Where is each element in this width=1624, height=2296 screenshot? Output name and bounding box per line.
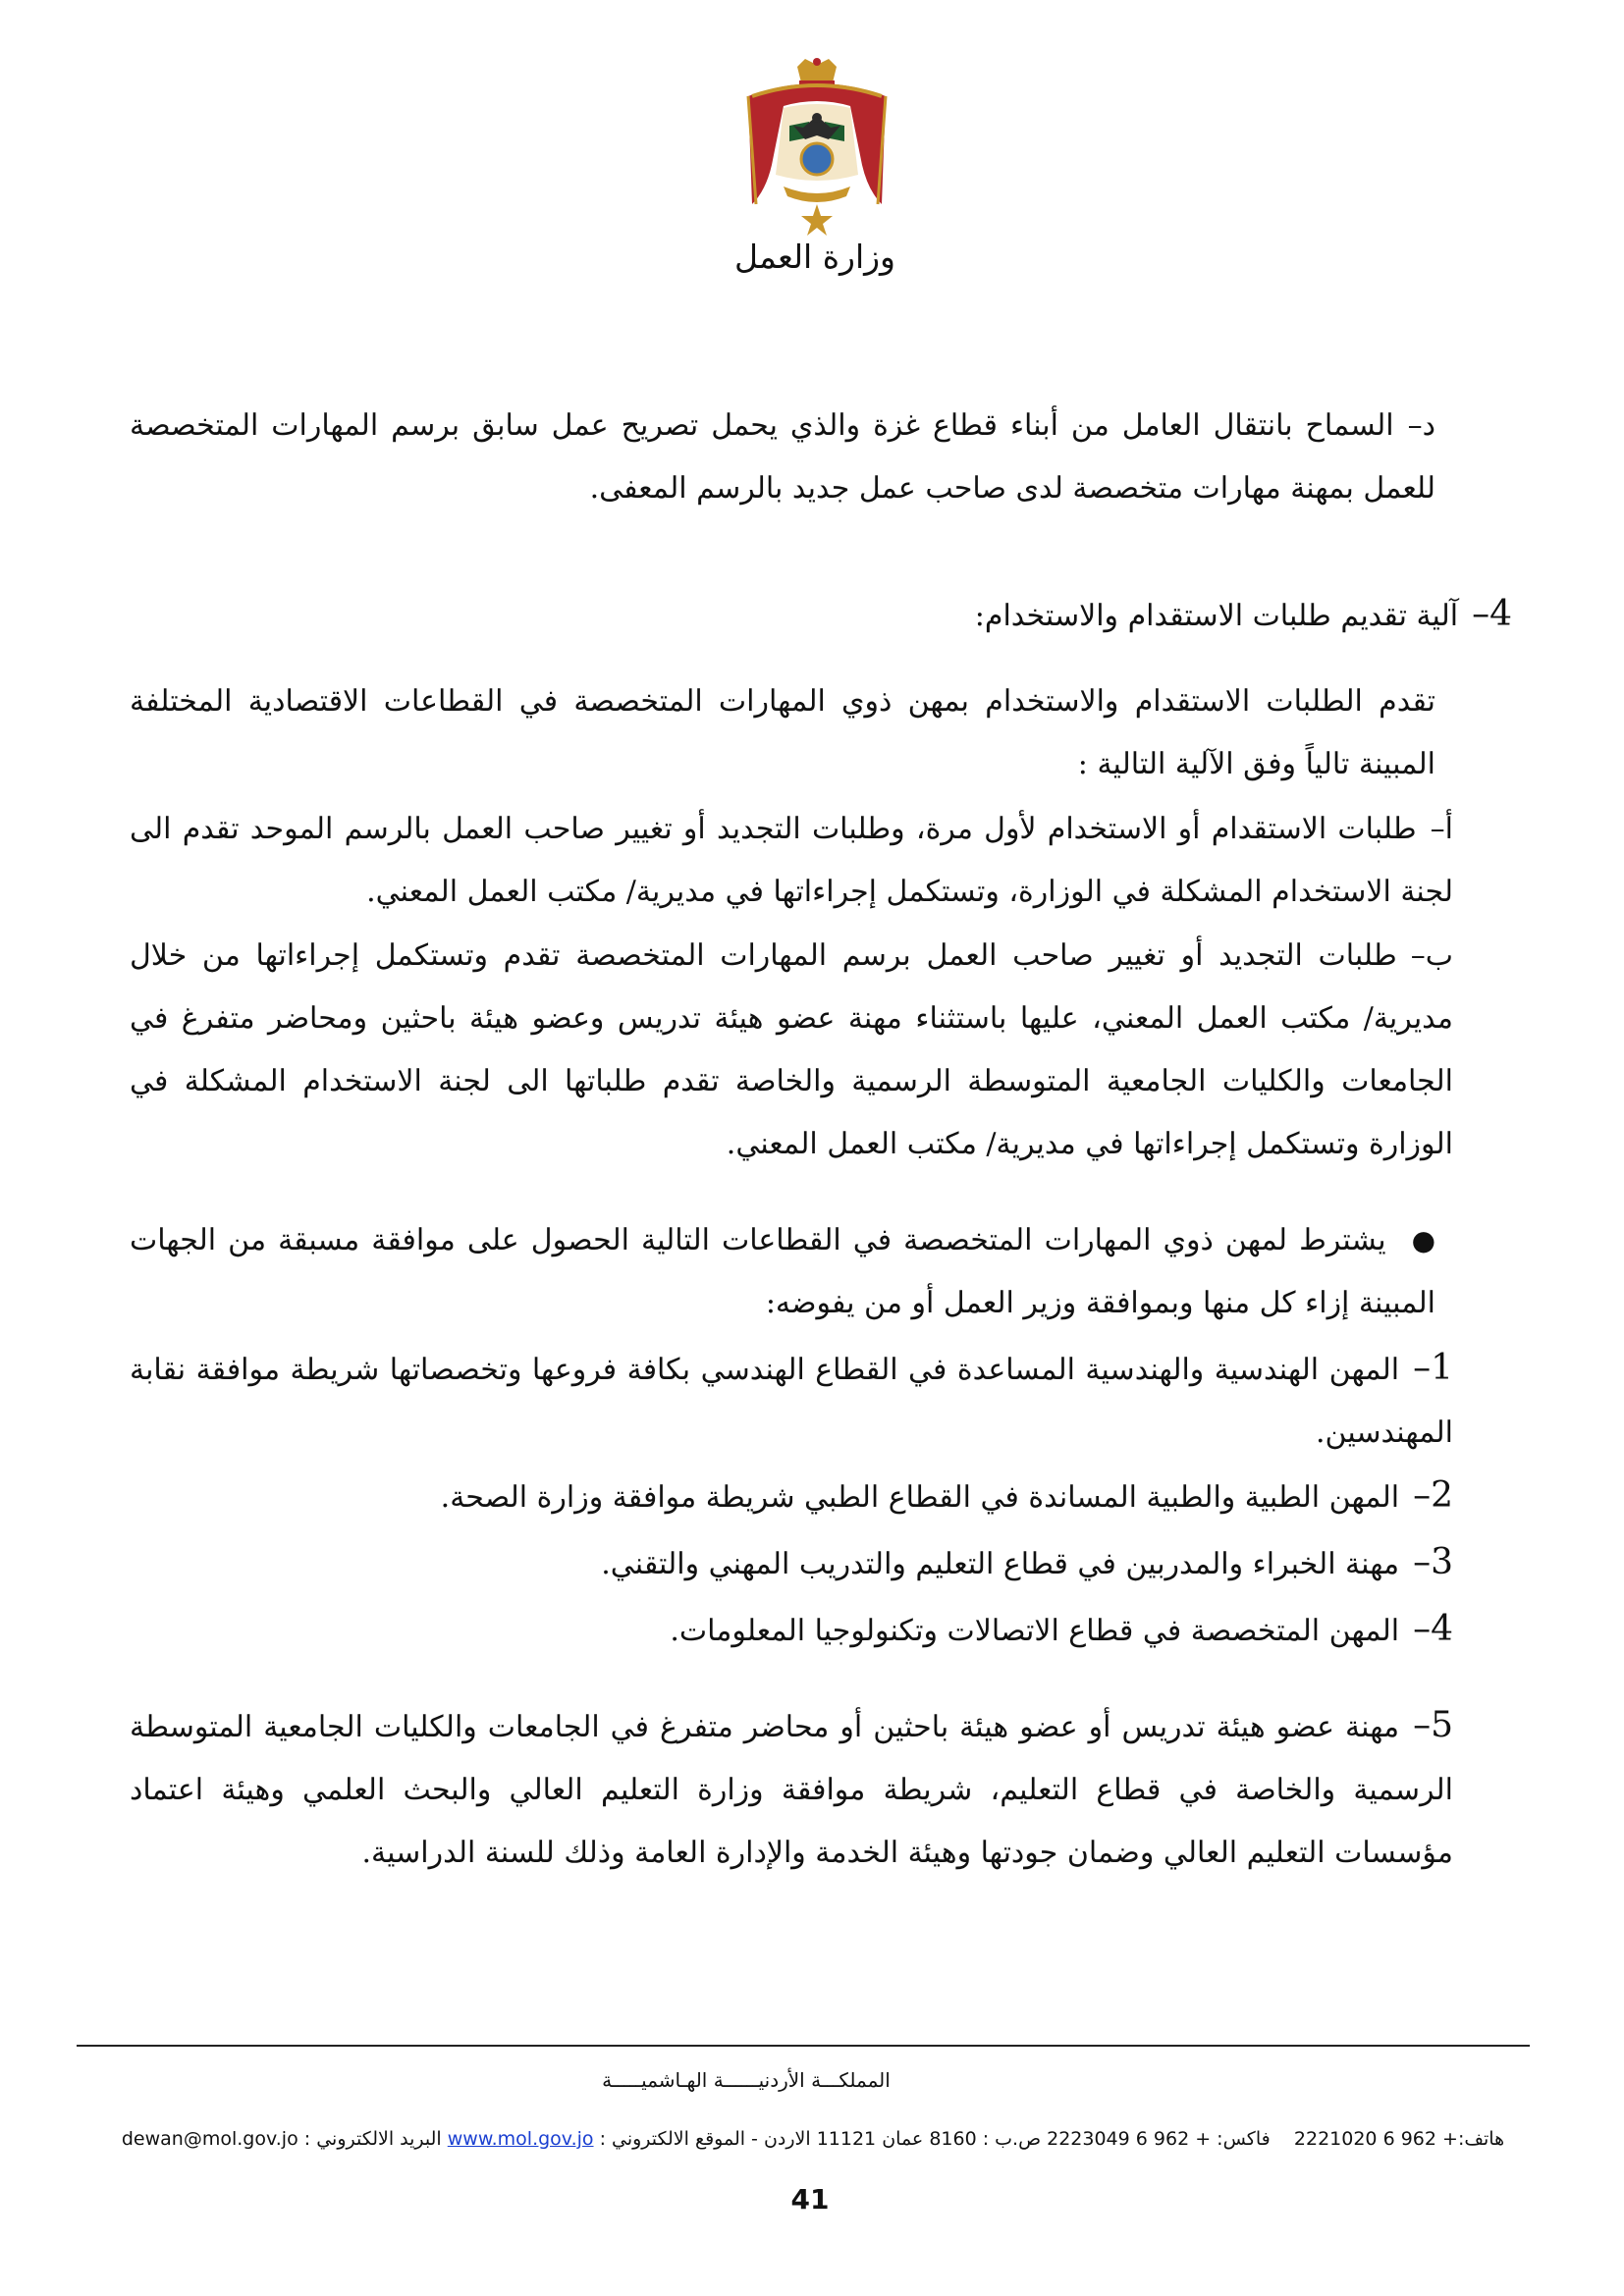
footer-website-link[interactable]: www.mol.gov.jo — [447, 2128, 594, 2150]
footer-email[interactable]: dewan@mol.gov.jo — [121, 2128, 298, 2150]
footer-fax: فاكس: + 962 6 2223049 — [1047, 2128, 1271, 2150]
section-4-number: 4– — [1472, 594, 1512, 634]
numbered-item-5 — [130, 1694, 1453, 1885]
paragraph-item-b — [130, 925, 1453, 1176]
bullet-paragraph — [130, 1209, 1435, 1335]
numbered-item-5-text: مهنة عضو هيئة تدريس أو عضو هيئة باحثين أو محاضر متفرغ في الجامعات والكليات الجامعية المتوسطة الرسمية والخاصة في قطاع التعليم، شريطة موافقة وزارة التعليم العالي والبحث العلمي وهيئة اعتماد مؤسسات التعليم العالي وضمان جودتها وهيئة الخدمة والإدارة العامة وذلك للسنة الدراسية. — [130, 1710, 1453, 1870]
item-a-text: طلبات الاستقدام أو الاستخدام لأول مرة، وطلبات التجديد أو تغيير صاحب العمل بالرسم الموحد تقدم الى لجنة الاستخدام المشكلة في الوزارة، وتستكمل إجراءاتها في مديرية/ مكتب العمل المعني. — [130, 812, 1453, 909]
numbered-item-1 — [130, 1337, 1453, 1465]
numbered-item-4-number: 4– — [1413, 1609, 1453, 1649]
footer-pobox: ص.ب : 8160 عمان 11121 الاردن - الموقع الالكتروني : — [599, 2128, 1042, 2150]
item-b-text: طلبات التجديد أو تغيير صاحب العمل برسم المهارات المتخصصة تقدم وتستكمل إجراءاتها من خلال مديرية/ مكتب العمل المعني، عليها باستثناء مهنة عضو هيئة تدريس وعضو هيئة باحثين ومحاضر متفرغ في الجامعات والكليات الجامعية المتوسطة الرسمية والخاصة تقدم طلباتها الى لجنة الاستخدام المشكلة في الوزارة وتستكمل إجراءاتها في مديرية/ مكتب العمل المعني. — [130, 938, 1453, 1161]
jordan-coat-of-arms-emblem — [734, 57, 899, 239]
paragraph-item-d — [130, 395, 1435, 520]
intro-paragraph: تقدم الطلبات الاستقدام والاستخدام بمهن ذوي المهارات المتخصصة في القطاعات الاقتصادية المختلفة المبينة تالياً وفق الآلية التالية : — [130, 684, 1435, 781]
ministry-name: وزارة العمل — [734, 238, 895, 276]
numbered-item-3-text: مهنة الخبراء والمدربين في قطاع التعليم والتدريب المهني والتقني. — [601, 1547, 1400, 1581]
numbered-item-4 — [130, 1598, 1453, 1663]
numbered-item-5-number: 5– — [1413, 1705, 1453, 1745]
item-a-marker: أ– — [1430, 812, 1453, 846]
item-b-marker: ب– — [1410, 938, 1453, 973]
numbered-item-3 — [130, 1531, 1453, 1596]
item-d-marker: د– — [1407, 408, 1435, 443]
footer-email-label: البريد الالكتروني : — [303, 2128, 442, 2150]
section-4-title: آلية تقديم طلبات الاستقدام والاستخدام: — [974, 599, 1459, 633]
item-d-text: السماح بانتقال العامل من أبناء قطاع غزة والذي يحمل تصريح عمل سابق برسم المهارات المتخصصة للعمل بمهنة مهارات متخصصة لدى صاحب عمل جديد بالرسم المعفى. — [130, 408, 1435, 506]
footer-divider — [77, 2045, 1530, 2047]
numbered-item-1-text: المهن الهندسية والهندسية المساعدة في القطاع الهندسي بكافة فروعها وتخصصاتها شريطة موافقة نقابة المهندسين. — [130, 1353, 1453, 1450]
footer-contact-line — [98, 2128, 1528, 2150]
page-number: 41 — [790, 2183, 830, 2216]
section-4-heading — [962, 583, 1512, 648]
footer-kingdom-name: المملكـــة الأردنيــــــة الهـاشميـــــة — [602, 2068, 891, 2092]
bullet-text: يشترط لمهن ذوي المهارات المتخصصة في القطاعات التالية الحصول على موافقة مسبقة من الجهات المبينة إزاء كل منها وبموافقة وزير العمل أو من يفوضه: — [130, 1223, 1435, 1320]
numbered-item-3-number: 3– — [1413, 1542, 1453, 1582]
numbered-item-1-number: 1– — [1413, 1348, 1453, 1388]
numbered-item-4-text: المهن المتخصصة في قطاع الاتصالات وتكنولوجيا المعلومات. — [670, 1614, 1400, 1648]
numbered-item-2-number: 2– — [1413, 1475, 1453, 1516]
paragraph-item-a — [130, 798, 1453, 924]
numbered-item-2-text: المهن الطبية والطبية المساندة في القطاع الطبي شريطة موافقة وزارة الصحة. — [440, 1480, 1400, 1515]
numbered-item-2 — [130, 1465, 1453, 1529]
footer-phone: هاتف:+ 962 6 2221020 — [1293, 2128, 1505, 2150]
bullet-icon: ● — [1411, 1224, 1435, 1256]
